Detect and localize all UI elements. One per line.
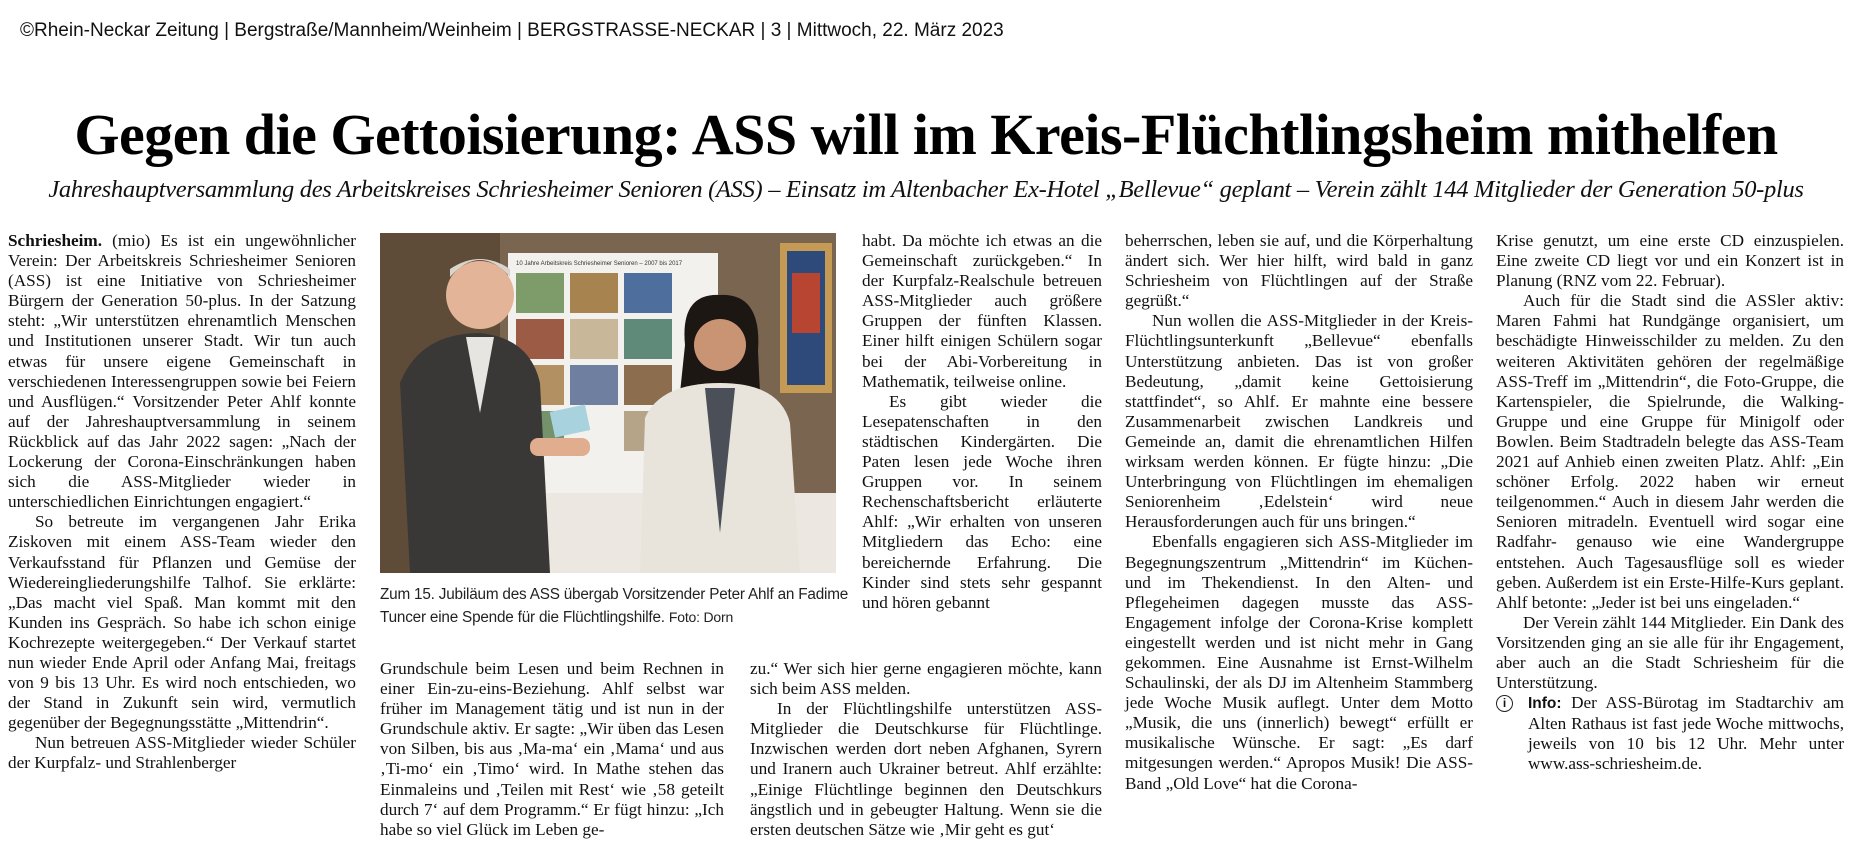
paragraph: In der Flüchtlingshilfe unterstützen ASS-Mitglieder die Deutschkurse für Flüchtlinge. Inzwischen werden dort neben Afghanen, Syrern und Iranern auch Ukrainer betreut. Ahlf erzählte: „Einige Flüchtlinge beginnen den Deutschkurs ängstlich und in gebeugter Haltung. Wenn sie die ersten deutschen Sätze wie ‚Mir geht es gut‘ bbox=[750, 699, 1102, 839]
info-label: Info: bbox=[1528, 695, 1562, 713]
caption-text: Zum 15. Jubiläum des ASS übergab Vorsitzender Peter Ahlf an Fadime Tuncer eine Spende für die Flüchtlingshilfe. bbox=[380, 586, 849, 626]
paragraph: So betreute im vergangenen Jahr Erika Ziskoven mit einem ASS-Team wieder den Verkaufsstand für Pflanzen und Gemüse der Wiedereingliederungshilfe Talhof. Sie erklärte: „Das macht viel Spaß. Man kommt mit den Kunden ins Gespräch. So habe ich schon einige Kochrezepte weitergegeben.“ Der Verkauf startet nun wieder Ende April oder Anfang Mai, freitags von 9 bis 13 Uhr. Es wird noch entschieden, wo der Stand in Zukunft sein wird, vermutlich gegenüber der Begegnungsstätte „Mittendrin“. bbox=[8, 512, 356, 733]
article-column-3-top bbox=[862, 231, 1102, 613]
paragraph: Es gibt wieder die Lesepatenschaften in den städtischen Kindergärten. Die Paten lesen jede Woche ihren Gruppen vor. In seinem Rechenschaftsbericht erläuterte Ahlf: „Wir erhalten von unseren Mitgliedern das Echo: eine bereichernde Erfahrung. Die Kinder sind stets sehr gespannt und hören gebannt bbox=[862, 391, 1102, 612]
paragraph: Nun wollen die ASS-Mitglieder in der Kreis-Flüchtlingsunterkunft „Bellevue“ ebenfalls Unterstützung anbieten. Das ist von großer Bedeutung, „damit keine Gettoisierung stattfindet“, so Ahlf. Er mahnte eine bessere Zusammenarbeit zwischen Landkreis und Gemeinde an, damit die ehrenamtlichen Hilfen wirksam werden können. Er fügte hinzu: „Die Unterbringung von Flüchtlingen im ehemaligen Seniorenheim ‚Edelstein‘ wird neue Herausforderungen auch für uns bringen.“ bbox=[1125, 311, 1473, 532]
paragraph: Grundschule beim Lesen und beim Rechnen in einer Ein-zu-eins-Beziehung. Ahlf selbst war früher im Management tätig und ist nun in der Grundschule aktiv. Er sagte: „Wir üben das Lesen von Silben, bis aus ‚Ma-ma‘ ein ‚Mama‘ und aus ‚Ti-mo‘ ein ‚Timo‘ wird. In Mathe stehen das Einmaleins und ‚Teilen mit Rest‘ wie ‚58 geteilt durch 7‘ auf dem Programm.“ Er fügt hinzu: „Ich habe so viel Glück im Leben ge- bbox=[380, 659, 724, 839]
photo-illustration bbox=[380, 233, 836, 573]
info-box bbox=[1496, 693, 1844, 774]
article-column-1 bbox=[8, 231, 356, 774]
paragraph: Nun betreuen ASS-Mitglieder wieder Schüler der Kurpfalz- und Strahlenberger bbox=[8, 733, 356, 773]
paragraph: beherrschen, leben sie auf, und die Körperhaltung ändert sich. Wer hier hilft, wird bald in ganz Schriesheim von Flüchtlingen auf der Straße gegrüßt.“ bbox=[1125, 231, 1473, 311]
paragraph: Auch für die Stadt sind die ASSler aktiv: Maren Fahmi hat Rundgänge organisiert, um beschädigte Hinweisschilder zu melden. Zu den weiteren Aktivitäten gehören der regelmäßige ASS-Treff im „Mittendrin“, die Foto-Gruppe, die Kartenspieler, die Spielrunde, die Walking-Gruppe und eine Gruppe für Minigolf oder Bowlen. Beim Stadtradeln belegte das ASS-Team 2021 auf Anhieb einen zweiten Platz. Ahlf: „Ein schöner Erfolg. 2022 haben wir erneut teilgenommen.“ Auch in diesem Jahr werden die Senioren mitradeln. Eventuell wird sogar eine Radfahr- genauso wie eine Wandergruppe entstehen. Auch Tagesausflüge soll es wieder geben. Außerdem ist ein Erste-Hilfe-Kurs geplant. Ahlf betonte: „Jeder ist bei uns eingeladen.“ bbox=[1496, 291, 1844, 612]
paragraph-text: (mio) Es ist ein ungewöhnlicher Verein: Der Arbeitskreis Schriesheimer Senioren (ASS) ist eine Initiative von Schriesheimer Bürgern der Generation 50-plus. In der Satzung steht: „Wir unterstützen ehrenamtlich Menschen und Institutionen unserer Stadt. Wir tun auch etwas für unsere eigene Gemeinschaft in verschiedenen Interessengruppen sowie bei Feiern und Ausflügen.“ Vorsitzender Peter Ahlf konnte auf der Jahreshauptversammlung in seinem Rückblick auf das Jahr 2022 sagen: „Nach der Lockerung der Corona-Einschränkungen haben sich die ASS-Mitglieder wieder in unterschiedlichen Einrichtungen engagiert.“ bbox=[8, 231, 356, 512]
poster-title: 10 Jahre Arbeitskreis Schriesheimer Senioren – 2007 bis 2017 bbox=[516, 261, 683, 267]
article-column-2 bbox=[380, 659, 724, 840]
info-icon: i bbox=[1496, 695, 1513, 712]
article-photo bbox=[380, 233, 836, 573]
info-text: Der ASS-Bürotag im Stadtarchiv am Alten Rathaus ist fast jede Woche mittwochs, jeweils von 10 bis 12 Uhr. Mehr unter www.ass-schriesheim.de. bbox=[1528, 693, 1845, 774]
paragraph: Krise genutzt, um eine erste CD einzuspielen. Eine zweite CD liegt vor und ein Konzert ist in Planung (RNZ vom 22. Februar). bbox=[1496, 231, 1844, 291]
source-line: ©Rhein-Neckar Zeitung | Bergstraße/Mannheim/Weinheim | BERGSTRASSE-NECKAR | 3 | Mittwoch, 22. März 2023 bbox=[20, 20, 1004, 41]
paragraph: zu.“ Wer sich hier gerne engagieren möchte, kann sich beim ASS melden. bbox=[750, 659, 1102, 699]
subheadline: Jahreshauptversammlung des Arbeitskreises Schriesheimer Senioren (ASS) – Einsatz im Altenbacher Ex-Hotel „Bellevue“ geplant – Verein zählt 144 Mitglieder der Generation 50-plus bbox=[48, 176, 1804, 203]
article-column-4 bbox=[1125, 231, 1473, 794]
paragraph: habt. Da möchte ich etwas an die Gemeinschaft zurückgeben.“ In der Kurpfalz-Realschule betreuen ASS-Mitglieder auch größere Gruppen der fünften Klassen. Einer hilft einigen Schülern sogar bei der Abi-Vorbereitung in Mathematik, teilweise online. bbox=[862, 231, 1102, 391]
photo-caption bbox=[380, 584, 850, 629]
article-column-3 bbox=[750, 659, 1102, 840]
dateline: Schriesheim. bbox=[8, 231, 103, 250]
paragraph: Der Verein zählt 144 Mitglieder. Ein Dank des Vorsitzenden ging an sie alle für ihr Engagement, aber auch an die Stadt Schriesheim für die Unterstützung. bbox=[1496, 612, 1844, 693]
paragraph bbox=[8, 231, 356, 512]
photo-credit: Foto: Dorn bbox=[668, 609, 734, 625]
paragraph: Ebenfalls engagieren sich ASS-Mitglieder im Begegnungszentrum „Mittendrin“ im Küchen- und im Thekendienst. In den Alten- und Pflegeheimen dagegen musste das ASS-Engagement infolge der Corona-Krise komplett eingestellt werden und ist nicht mehr in Gang gekommen. Eine Ausnahme ist Ernst-Wilhelm Schaulinski, der als DJ im Altenheim Stammberg jede Woche Musik auflegt. Unter dem Motto „Musik, die uns (innerlich) bewegt“ erfüllt er musikalische Wünsche. Er sagt: „Es darf mitgesungen werden.“ Apropos Musik! Die ASS-Band „Old Love“ hat die Corona- bbox=[1125, 532, 1473, 793]
headline: Gegen die Gettoisierung: ASS will im Kreis-Flüchtlingsheim mithelfen bbox=[74, 102, 1778, 167]
article-column-5 bbox=[1496, 231, 1844, 775]
